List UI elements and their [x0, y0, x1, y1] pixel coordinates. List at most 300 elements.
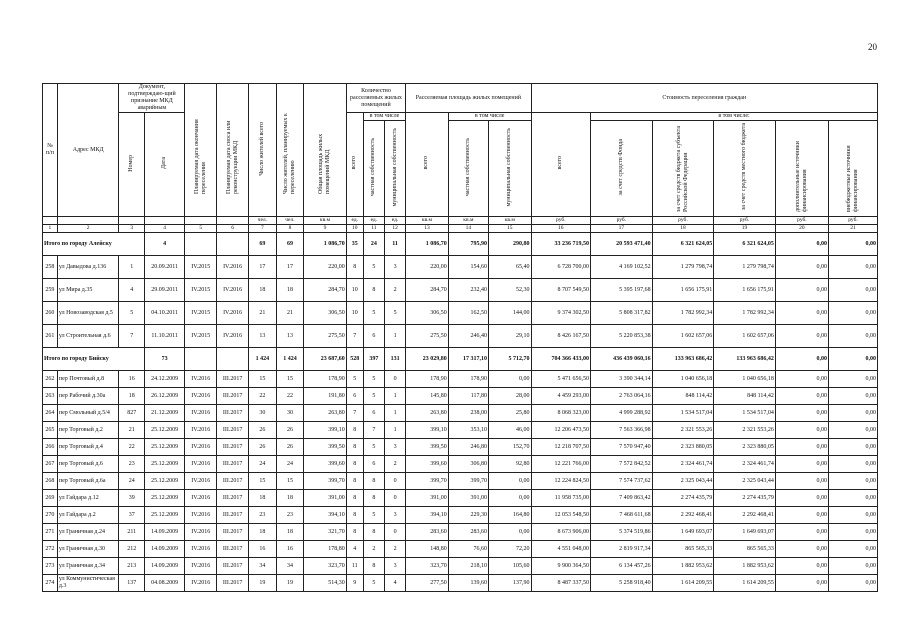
cell-c21: 0,00	[828, 456, 877, 473]
cell-c16: 6 728 700,00	[531, 256, 590, 279]
table-row	[43, 371, 878, 388]
cell-n: 262	[43, 371, 58, 388]
unit-cell: руб.	[714, 217, 776, 225]
column-number-cell: 8	[276, 225, 304, 233]
cell-c5	[185, 348, 217, 371]
table-row	[43, 422, 878, 439]
cell-c17: 7 563 366,98	[591, 422, 653, 439]
table-row	[43, 558, 878, 575]
table-row	[43, 490, 878, 507]
cell-c14: 17 317,10	[448, 348, 488, 371]
cell-n: 273	[43, 558, 58, 575]
cell-label: Итого по городу Алейску	[43, 233, 145, 256]
cell-c13: 323,70	[406, 558, 448, 575]
cell-c8: 17	[276, 256, 304, 279]
cell-c19: 2 321 553,26	[714, 422, 776, 439]
cell-c11: 24	[363, 233, 384, 256]
cell-c14: 283,60	[448, 524, 488, 541]
cell-c19: 2 325 043,44	[714, 473, 776, 490]
cell-c15: 46,00	[489, 422, 532, 439]
cell-c3: 1	[119, 256, 144, 279]
cell-c10: 8	[346, 524, 363, 541]
cell-c17: 4 999 288,92	[591, 405, 653, 422]
cell-c18: 2 323 880,05	[652, 439, 714, 456]
cell-c7: 26	[249, 439, 277, 456]
cell-c20: 0,00	[775, 405, 828, 422]
cell-c6: IV.2016	[217, 325, 249, 348]
cell-c18: 1 279 798,74	[652, 256, 714, 279]
cell-c19: 2 324 461,74	[714, 456, 776, 473]
cell-addr: ул Строительная д.6	[57, 325, 119, 348]
table-row	[43, 302, 878, 325]
cell-c21: 0,00	[828, 256, 877, 279]
cell-c20: 0,00	[775, 490, 828, 507]
cell-c5: IV.2016	[185, 473, 217, 490]
header-total-area: Общая площадь жилых помещений МКД	[304, 84, 346, 217]
header-cost: Стоимость переселения граждан	[531, 84, 877, 113]
cell-c11: 5	[363, 439, 384, 456]
cell-c14: 246,40	[448, 325, 488, 348]
cell-c20: 0,00	[775, 256, 828, 279]
column-number-cell: 1	[43, 225, 58, 233]
cell-c7: 18	[249, 524, 277, 541]
cell-c10: 8	[346, 439, 363, 456]
cell-c15: 152,70	[489, 439, 532, 456]
cell-c6: III.2017	[217, 507, 249, 524]
column-number-cell: 9	[304, 225, 346, 233]
cell-c21: 0,00	[828, 524, 877, 541]
cell-c13: 284,70	[406, 279, 448, 302]
unit-cell: чел.	[249, 217, 277, 225]
cell-c14: 306,80	[448, 456, 488, 473]
cell-n: 260	[43, 302, 58, 325]
cell-c3: 22	[119, 439, 144, 456]
cell-c4: 25.12.2009	[144, 507, 184, 524]
cell-addr: ул Граничная д.24	[57, 524, 119, 541]
unit-cell	[43, 217, 58, 225]
table-row	[43, 575, 878, 592]
cell-c8: 1 424	[276, 348, 304, 371]
table-row	[43, 405, 878, 422]
cell-c16: 12 206 473,50	[531, 422, 590, 439]
cell-c4: 21.12.2009	[144, 405, 184, 422]
cell-c13: 1 086,70	[406, 233, 448, 256]
cell-c18: 1 782 992,34	[652, 302, 714, 325]
cell-c10: 10	[346, 279, 363, 302]
cell-c7: 19	[249, 575, 277, 592]
cell-c13: 220,00	[406, 256, 448, 279]
cell-n: 261	[43, 325, 58, 348]
cell-c13: 399,70	[406, 473, 448, 490]
cell-c11: 8	[363, 473, 384, 490]
cell-c15: 0,00	[489, 473, 532, 490]
cell-c8: 15	[276, 371, 304, 388]
cell-c7: 24	[249, 456, 277, 473]
cell-c21: 0,00	[828, 405, 877, 422]
cell-c16: 5 471 656,50	[531, 371, 590, 388]
cell-c8: 22	[276, 388, 304, 405]
cell-c8: 26	[276, 439, 304, 456]
cell-c18: 2 324 461,74	[652, 456, 714, 473]
cell-c20: 0,00	[775, 541, 828, 558]
cell-c11: 7	[363, 422, 384, 439]
cell-c21: 0,00	[828, 233, 877, 256]
page-number: 20	[868, 42, 877, 52]
cell-c18: 848 114,42	[652, 388, 714, 405]
cell-n: 258	[43, 256, 58, 279]
cell-c10: 6	[346, 388, 363, 405]
cell-c9: 306,50	[304, 302, 346, 325]
header-resettled-area: Расселяемая площадь жилых помещений	[406, 84, 531, 113]
cell-c5: IV.2015	[185, 279, 217, 302]
cell-c13: 394,10	[406, 507, 448, 524]
unit-cell	[144, 217, 184, 225]
header-document: Документ, подтверждаю-щий признание МКД аварийным	[119, 84, 185, 113]
unit-cell: чел.	[276, 217, 304, 225]
cell-c20: 0,00	[775, 439, 828, 456]
cell-c5: IV.2016	[185, 575, 217, 592]
cell-c7: 15	[249, 371, 277, 388]
cell-c5: IV.2015	[185, 256, 217, 279]
cell-c17: 7 570 947,40	[591, 439, 653, 456]
cell-c12: 0	[384, 371, 405, 388]
cell-c18: 1 656 175,91	[652, 279, 714, 302]
cell-c20: 0,00	[775, 524, 828, 541]
cell-c17: 7 409 863,42	[591, 490, 653, 507]
cell-c9: 514,30	[304, 575, 346, 592]
cell-c16: 8 673 906,00	[531, 524, 590, 541]
cell-c8: 34	[276, 558, 304, 575]
cell-c14: 139,60	[448, 575, 488, 592]
cell-n: 274	[43, 575, 58, 592]
cell-c5: IV.2016	[185, 524, 217, 541]
cell-n: 268	[43, 473, 58, 490]
column-number-cell: 10	[346, 225, 363, 233]
cell-c8: 18	[276, 279, 304, 302]
cell-c10: 8	[346, 456, 363, 473]
header-area-total: всего	[406, 113, 448, 217]
cell-c6: IV.2016	[217, 256, 249, 279]
cell-c20: 0,00	[775, 302, 828, 325]
cell-c9: 321,70	[304, 524, 346, 541]
cell-addr: пер Торговый д.6а	[57, 473, 119, 490]
cell-c17: 7 574 737,62	[591, 473, 653, 490]
cell-c14: 795,90	[448, 233, 488, 256]
cell-c10: 8	[346, 507, 363, 524]
cell-c9: 23 687,60	[304, 348, 346, 371]
cell-c4: 25.12.2009	[144, 456, 184, 473]
cell-c10: 9	[346, 575, 363, 592]
cell-addr: пер Торговый д.4	[57, 439, 119, 456]
cell-c8: 26	[276, 422, 304, 439]
cell-addr: ул Гайдара д.12	[57, 490, 119, 507]
cell-c3: 39	[119, 490, 144, 507]
unit-cell: ед.	[346, 217, 363, 225]
cell-c12: 3	[384, 507, 405, 524]
cell-c12: 1	[384, 422, 405, 439]
cell-c12: 1	[384, 325, 405, 348]
column-number-cell: 18	[652, 225, 714, 233]
cell-c12: 3	[384, 256, 405, 279]
cell-addr: пер Торговый д.2	[57, 422, 119, 439]
cell-c6: III.2017	[217, 490, 249, 507]
column-number-cell: 4	[144, 225, 184, 233]
cell-c21: 0,00	[828, 473, 877, 490]
cell-c18: 1 602 657,06	[652, 325, 714, 348]
cell-c12: 3	[384, 439, 405, 456]
cell-c14: 218,10	[448, 558, 488, 575]
cell-c19: 1 279 798,74	[714, 256, 776, 279]
cell-c16: 12 218 707,50	[531, 439, 590, 456]
unit-cell: ед.	[384, 217, 405, 225]
cell-c3: 827	[119, 405, 144, 422]
cell-c14: 399,70	[448, 473, 488, 490]
cell-c10: 7	[346, 325, 363, 348]
cell-addr: пер Смольный д.5/4	[57, 405, 119, 422]
cell-c18: 2 292 468,41	[652, 507, 714, 524]
cell-c6	[217, 348, 249, 371]
cell-c13: 399,10	[406, 422, 448, 439]
cell-c3: 7	[119, 325, 144, 348]
cell-c17: 2 819 917,34	[591, 541, 653, 558]
cell-c19: 848 114,42	[714, 388, 776, 405]
header-residents-total: Число жителей всего	[249, 84, 277, 217]
cell-c11: 8	[363, 558, 384, 575]
cell-c20: 0,00	[775, 456, 828, 473]
cell-c14: 162,50	[448, 302, 488, 325]
cell-c8: 18	[276, 524, 304, 541]
cell-c9: 191,80	[304, 388, 346, 405]
cell-c12: 131	[384, 348, 405, 371]
column-number-cell: 5	[185, 225, 217, 233]
cell-c7: 69	[249, 233, 277, 256]
cell-c15: 28,00	[489, 388, 532, 405]
cell-c13: 275,50	[406, 325, 448, 348]
cell-c4: 25.12.2009	[144, 473, 184, 490]
column-number-cell: 21	[828, 225, 877, 233]
table-row	[43, 439, 878, 456]
cell-c6: III.2017	[217, 473, 249, 490]
cell-c11: 6	[363, 325, 384, 348]
cell-c7: 22	[249, 388, 277, 405]
cell-c13: 145,80	[406, 388, 448, 405]
cell-c9: 399,70	[304, 473, 346, 490]
cell-c14: 154,60	[448, 256, 488, 279]
cell-c5: IV.2016	[185, 371, 217, 388]
cell-c15: 0,00	[489, 490, 532, 507]
cell-c11: 8	[363, 490, 384, 507]
cell-c14: 238,00	[448, 405, 488, 422]
cell-c16: 8 068 323,00	[531, 405, 590, 422]
column-number-cell: 11	[363, 225, 384, 233]
cell-c20: 0,00	[775, 233, 828, 256]
header-cost-additional: дополнительные источники финансирования	[775, 121, 828, 217]
cell-c16: 8 487 337,50	[531, 575, 590, 592]
cell-c5	[185, 233, 217, 256]
cell-addr: ул Коммунистическая д.3	[57, 575, 119, 592]
cell-c12: 2	[384, 279, 405, 302]
header-cost-fund: за счет средств Фонда	[591, 121, 653, 217]
unit-cell: руб.	[828, 217, 877, 225]
cell-c8: 30	[276, 405, 304, 422]
cell-n: 259	[43, 279, 58, 302]
cell-c14: 232,40	[448, 279, 488, 302]
cell-c20: 0,00	[775, 325, 828, 348]
cell-c16: 12 221 766,00	[531, 456, 590, 473]
cell-c12: 11	[384, 233, 405, 256]
cell-c9: 394,10	[304, 507, 346, 524]
cell-c5: IV.2016	[185, 388, 217, 405]
cell-c4: 25.12.2009	[144, 422, 184, 439]
cell-c17: 7 468 611,68	[591, 507, 653, 524]
cell-c6: IV.2016	[217, 302, 249, 325]
resettlement-table	[42, 83, 878, 592]
cell-c4: 73	[144, 348, 184, 371]
cell-c19: 2 274 435,79	[714, 490, 776, 507]
cell-c9: 323,70	[304, 558, 346, 575]
header-cost-subject: за счет средств бюджета субъекта Российской Федерации	[652, 121, 714, 217]
cell-c12: 1	[384, 405, 405, 422]
cell-c3: 16	[119, 371, 144, 388]
cell-c6: III.2017	[217, 371, 249, 388]
cell-label: Итого по городу Бийску	[43, 348, 145, 371]
cell-c3: 212	[119, 541, 144, 558]
cell-c11: 6	[363, 456, 384, 473]
header-address: Адрес МКД	[57, 84, 119, 217]
cell-c10: 10	[346, 302, 363, 325]
cell-c11: 8	[363, 279, 384, 302]
cell-c16: 704 366 433,00	[531, 348, 590, 371]
cell-c7: 21	[249, 302, 277, 325]
header-rooms-private: частная собственность	[363, 121, 384, 217]
cell-c18: 865 565,33	[652, 541, 714, 558]
cell-c13: 399,60	[406, 456, 448, 473]
unit-cell	[57, 217, 119, 225]
cell-c17: 5 258 918,40	[591, 575, 653, 592]
cell-c15: 72,20	[489, 541, 532, 558]
table-row	[43, 325, 878, 348]
cell-c8: 18	[276, 490, 304, 507]
cell-n: 266	[43, 439, 58, 456]
cell-c18: 1 040 656,18	[652, 371, 714, 388]
cell-c6: III.2017	[217, 524, 249, 541]
cell-c5: IV.2015	[185, 325, 217, 348]
cell-c7: 15	[249, 473, 277, 490]
cell-addr: ул Гайдара д.2	[57, 507, 119, 524]
table-row	[43, 541, 878, 558]
cell-c18: 6 321 624,05	[652, 233, 714, 256]
table-row	[43, 456, 878, 473]
cell-c15: 92,80	[489, 456, 532, 473]
cell-c3: 37	[119, 507, 144, 524]
cell-c5: IV.2016	[185, 456, 217, 473]
cell-c19: 1 602 657,06	[714, 325, 776, 348]
cell-c15: 0,00	[489, 371, 532, 388]
cell-c3: 21	[119, 422, 144, 439]
cell-c3: 137	[119, 575, 144, 592]
cell-c17: 20 593 471,40	[591, 233, 653, 256]
cell-c11: 397	[363, 348, 384, 371]
cell-c13: 148,80	[406, 541, 448, 558]
cell-c7: 16	[249, 541, 277, 558]
cell-c13: 391,00	[406, 490, 448, 507]
unit-cell	[217, 217, 249, 225]
cell-addr: ул Граничная д.34	[57, 558, 119, 575]
cell-c19: 1 882 953,62	[714, 558, 776, 575]
cell-c3: 4	[119, 279, 144, 302]
cell-c3: 24	[119, 473, 144, 490]
column-number-cell: 16	[531, 225, 590, 233]
column-number-cell: 3	[119, 225, 144, 233]
cell-c20: 0,00	[775, 575, 828, 592]
cell-n: 269	[43, 490, 58, 507]
cell-c10: 7	[346, 405, 363, 422]
cell-c19: 1 534 517,04	[714, 405, 776, 422]
column-numbers-row	[43, 225, 878, 233]
cell-c7: 13	[249, 325, 277, 348]
cell-n: 267	[43, 456, 58, 473]
cell-c13: 306,50	[406, 302, 448, 325]
cell-c10: 11	[346, 558, 363, 575]
column-number-cell: 6	[217, 225, 249, 233]
cell-c9: 399,10	[304, 422, 346, 439]
cell-c15: 5 712,70	[489, 348, 532, 371]
cell-n: 271	[43, 524, 58, 541]
cell-c19: 1 782 992,34	[714, 302, 776, 325]
cell-c14: 353,10	[448, 422, 488, 439]
header-area-municipal: муниципальная собственность	[489, 121, 532, 217]
header-planned-end: Планируемая дата окончания переселения	[185, 84, 217, 217]
cell-c21: 0,00	[828, 439, 877, 456]
cell-c20: 0,00	[775, 558, 828, 575]
header-rooms-municipal: муниципальная собственность	[384, 121, 405, 217]
cell-c13: 399,50	[406, 439, 448, 456]
cell-c14: 229,30	[448, 507, 488, 524]
cell-c5: IV.2016	[185, 490, 217, 507]
cell-c13: 263,80	[406, 405, 448, 422]
cell-c16: 12 224 824,50	[531, 473, 590, 490]
cell-c15: 65,40	[489, 256, 532, 279]
unit-cell	[185, 217, 217, 225]
cell-c8: 21	[276, 302, 304, 325]
cell-c10: 8	[346, 490, 363, 507]
column-number-cell: 15	[489, 225, 532, 233]
cell-c15: 105,60	[489, 558, 532, 575]
cell-c11: 8	[363, 524, 384, 541]
cell-c5: IV.2016	[185, 405, 217, 422]
cell-c8: 69	[276, 233, 304, 256]
cell-c6: III.2017	[217, 575, 249, 592]
header-doc-date: Дата	[144, 113, 184, 217]
cell-c19: 1 649 693,07	[714, 524, 776, 541]
cell-c15: 137,90	[489, 575, 532, 592]
cell-c16: 11 958 735,00	[531, 490, 590, 507]
cell-c6: III.2017	[217, 405, 249, 422]
cell-c10: 528	[346, 348, 363, 371]
cell-c17: 436 439 060,16	[591, 348, 653, 371]
cell-c5: IV.2016	[185, 507, 217, 524]
cell-c16: 8 426 167,50	[531, 325, 590, 348]
cell-c16: 9 900 364,50	[531, 558, 590, 575]
cell-c9: 275,50	[304, 325, 346, 348]
cell-c3: 23	[119, 456, 144, 473]
cell-c9: 399,60	[304, 456, 346, 473]
cell-c17: 5 374 519,86	[591, 524, 653, 541]
cell-c6: IV.2016	[217, 279, 249, 302]
cell-c10: 4	[346, 541, 363, 558]
cell-addr: ул Мира д.35	[57, 279, 119, 302]
cell-c11: 5	[363, 256, 384, 279]
